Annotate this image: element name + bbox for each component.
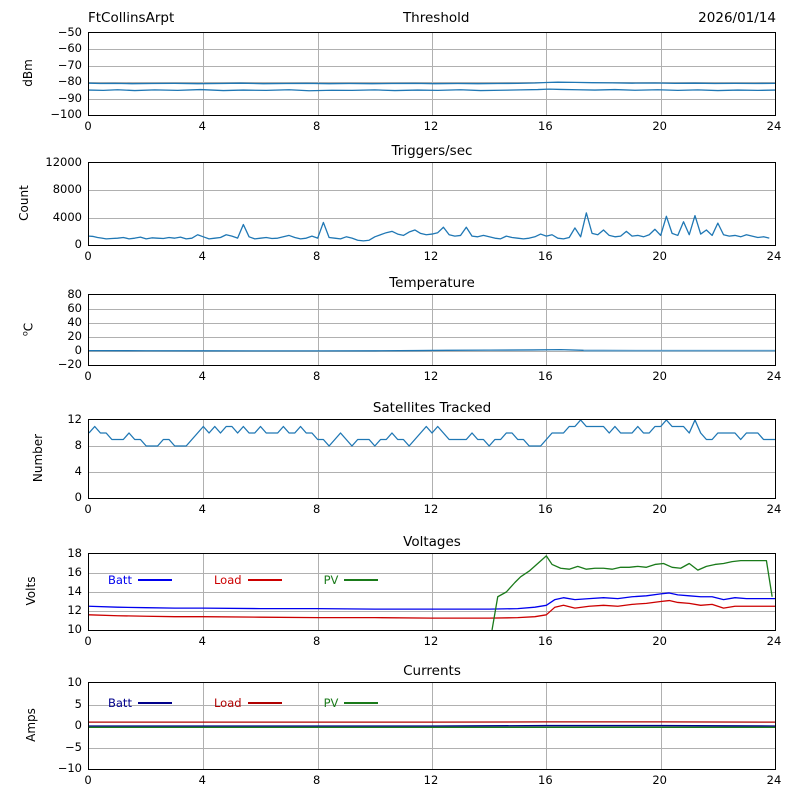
x-tick-label: 16: [538, 369, 553, 383]
y-tick-label: 4000: [52, 209, 82, 224]
y-tick-label: −20: [57, 357, 82, 371]
x-tick-label: 12: [423, 773, 439, 787]
ylabel-temperature: $^o$C: [20, 322, 36, 337]
y-tick-label: 0: [74, 718, 82, 732]
x-tick-label: 8: [312, 249, 321, 263]
x-tick-label: 16: [538, 773, 553, 787]
legend-item-batt: [108, 696, 172, 710]
figure-header: [88, 10, 776, 26]
y-tick-label: 8000: [52, 182, 82, 197]
x-tick-label: 8: [312, 634, 321, 648]
x-tick-label: 8: [312, 369, 321, 383]
x-tick-label: 20: [652, 249, 667, 263]
series-line-satellites-tracked: [89, 420, 775, 446]
y-tick-label: −100: [50, 107, 82, 121]
y-tick-label: 10: [67, 622, 82, 636]
x-tick-label: 20: [652, 119, 667, 133]
x-tick-label: 24: [766, 249, 782, 263]
x-tick-label: 0: [84, 119, 92, 133]
y-tick-label: −90: [57, 90, 82, 105]
plot-area-triggers: [88, 162, 776, 246]
y-tick-label: 60: [67, 301, 82, 315]
x-tick-label: 8: [312, 773, 321, 787]
y-tick-label: 20: [67, 329, 82, 343]
legend-swatch-load: [248, 702, 282, 704]
legend-item-batt: [108, 573, 172, 587]
series-layer: [89, 420, 775, 498]
x-tick-label: 24: [766, 369, 782, 383]
x-tick-label: 0: [84, 249, 92, 263]
y-tick-label: 80: [67, 287, 82, 301]
x-tick-label: 0: [84, 634, 92, 648]
legend-label-load: Load: [213, 696, 242, 710]
plot-area-satellites: [88, 419, 776, 499]
header-date: 2026/01/14: [698, 10, 776, 26]
series-line-threshold-upper: [89, 82, 775, 83]
y-tick-label: 12000: [45, 155, 82, 169]
y-tick-label: −70: [57, 57, 82, 72]
x-tick-label: 24: [766, 502, 782, 516]
legend-label-batt: Batt: [108, 696, 132, 710]
x-tick-label: 24: [766, 119, 782, 133]
plot-area-voltages: [88, 553, 776, 631]
y-tick-label: 5: [74, 696, 82, 711]
x-tick-label: 12: [423, 502, 439, 516]
x-tick-label: 12: [423, 369, 439, 383]
x-tick-label: 0: [84, 773, 92, 787]
legend-swatch-pv: [344, 579, 378, 581]
x-tick-label: 4: [198, 369, 206, 383]
plot-area-threshold: [88, 32, 776, 116]
legend-swatch-batt: [138, 579, 172, 581]
y-tick-label: 12: [67, 603, 82, 617]
x-tick-label: 0: [84, 502, 92, 516]
x-tick-label: 24: [766, 773, 782, 787]
ylabel-currents: Amps: [24, 708, 38, 742]
ylabel-triggers: Count: [17, 185, 31, 221]
series-layer: [89, 295, 775, 365]
legend-item-pv: [324, 696, 379, 710]
x-tick-label: 8: [312, 119, 321, 133]
header-center-title: Threshold: [402, 10, 470, 26]
x-tick-label: 12: [423, 249, 439, 263]
y-tick-label: 10: [67, 675, 82, 689]
title-satellites: Satellites Tracked: [372, 400, 492, 416]
x-tick-label: 4: [198, 773, 206, 787]
x-tick-label: 20: [652, 634, 667, 648]
x-tick-label: 24: [766, 634, 782, 648]
x-tick-label: 20: [652, 502, 667, 516]
y-tick-label: −5: [65, 739, 82, 754]
y-tick-label: 0: [74, 490, 82, 504]
y-tick-label: 0: [74, 237, 82, 251]
y-tick-label: 18: [67, 546, 82, 560]
legend-swatch-load: [248, 579, 282, 581]
y-tick-label: −10: [57, 761, 82, 775]
legend-label-pv: PV: [323, 573, 339, 587]
legend-swatch-pv: [344, 702, 378, 704]
legend-currents: [108, 696, 378, 710]
legend-item-load: [214, 696, 282, 710]
ylabel-voltages: Volts: [24, 576, 38, 606]
x-tick-label: 12: [423, 634, 439, 648]
x-tick-label: 16: [538, 502, 553, 516]
x-tick-label: 0: [84, 369, 92, 383]
y-tick-label: −60: [57, 41, 82, 56]
x-tick-label: 4: [198, 502, 206, 516]
x-tick-label: 16: [538, 634, 553, 648]
legend-item-pv: [324, 573, 379, 587]
legend-swatch-batt: [138, 702, 172, 704]
series-layer: [89, 163, 775, 245]
series-layer: [89, 554, 775, 630]
station-name: FtCollinsArpt: [88, 10, 175, 26]
x-tick-label: 20: [652, 773, 667, 787]
x-tick-label: 4: [198, 634, 206, 648]
series-line-threshold-lower: [89, 89, 775, 91]
x-tick-label: 16: [538, 119, 553, 133]
legend-label-pv: PV: [323, 696, 339, 710]
x-tick-label: 16: [538, 249, 553, 263]
y-tick-label: 8: [74, 438, 82, 452]
y-tick-label: 16: [67, 565, 82, 579]
title-currents: Currents: [403, 663, 461, 679]
y-tick-label: 12: [67, 412, 82, 426]
x-tick-label: 4: [198, 249, 206, 263]
legend-item-load: [214, 573, 282, 587]
x-tick-label: 4: [198, 119, 206, 133]
y-tick-label: 0: [74, 343, 82, 357]
plot-area-temperature: [88, 294, 776, 366]
series-layer: [89, 33, 775, 115]
title-triggers: Triggers/sec: [391, 143, 473, 159]
ylabel-satellites: Number: [31, 433, 45, 483]
ylabel-threshold: dBm: [21, 59, 35, 87]
y-tick-label: −50: [57, 25, 82, 39]
y-tick-label: 4: [74, 464, 82, 478]
series-line-triggers-per-sec: [89, 213, 769, 241]
y-tick-label: −80: [57, 74, 82, 89]
legend-label-batt: Batt: [108, 573, 132, 587]
y-tick-label: 14: [67, 584, 82, 598]
x-tick-label: 8: [312, 502, 321, 516]
x-tick-label: 12: [423, 119, 439, 133]
x-tick-label: 20: [652, 369, 667, 383]
legend-voltages: [108, 573, 378, 587]
title-voltages: Voltages: [403, 534, 461, 550]
y-tick-label: 40: [67, 315, 82, 329]
title-temperature: Temperature: [389, 275, 475, 291]
series-line-pv: [492, 556, 772, 630]
legend-label-load: Load: [213, 573, 242, 587]
